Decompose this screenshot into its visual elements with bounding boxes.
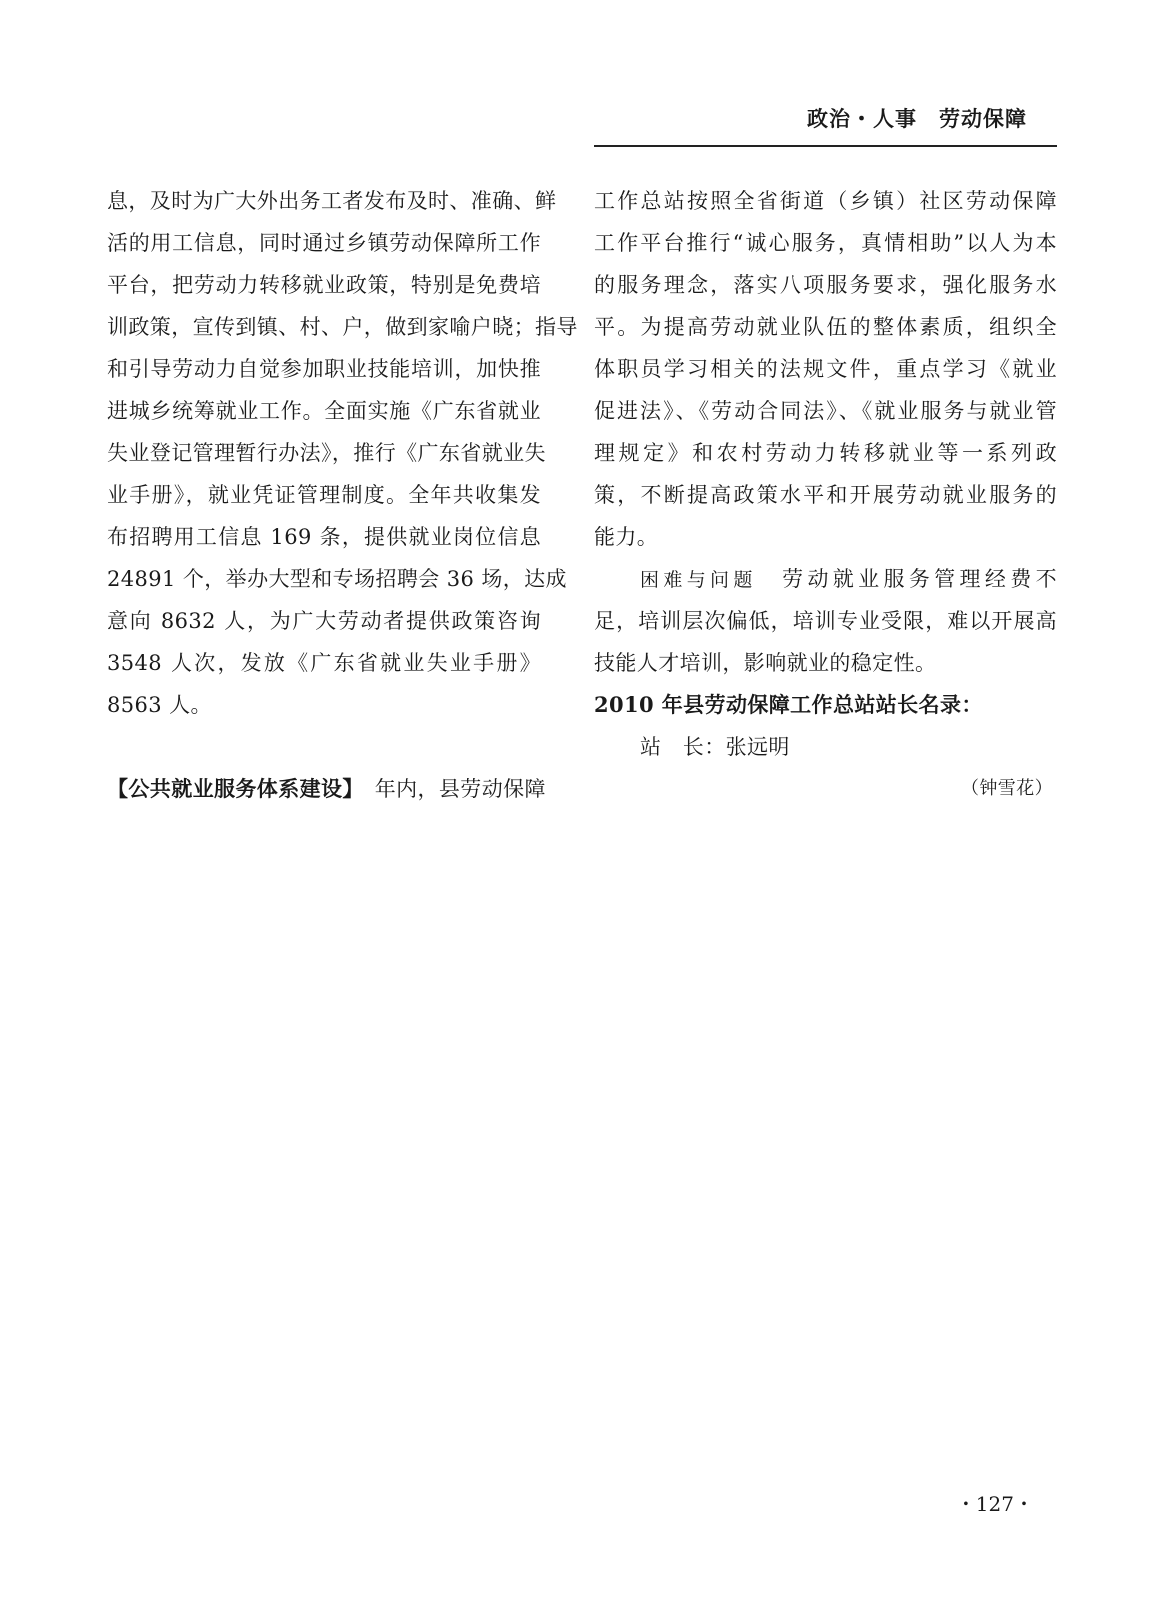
body-line: 和引导劳动力自觉参加职业技能培训，加快推	[107, 357, 541, 381]
body-line: 的服务理念，落实八项服务要求，强化服务水	[594, 273, 1057, 297]
left-column	[107, 180, 578, 810]
section-heading-tail: 年内，县劳动保障	[353, 777, 546, 801]
body-line: 体职员学习相关的法规文件，重点学习《就业	[594, 357, 1057, 381]
body-line: 平台，把劳动力转移就业政策，特别是免费培	[107, 273, 541, 297]
body-line: 平。为提高劳动就业队伍的整体素质，组织全	[594, 315, 1057, 339]
body-line: 进城乡统筹就业工作。全面实施《广东省就业	[107, 399, 541, 423]
section-heading-line	[107, 768, 546, 810]
body-line: 训政策，宣传到镇、村、户，做到家喻户晓；指导	[107, 315, 578, 339]
body-line: 策，不断提高政策水平和开展劳动就业服务的	[594, 483, 1057, 507]
body-line: 布招聘用工信息 169 条，提供就业岗位信息	[107, 525, 541, 549]
body-line: 3548 人次，发放《广东省就业失业手册》	[107, 651, 541, 675]
difficulty-line	[594, 558, 1057, 600]
difficulty-text: 劳动就业服务管理经费不	[756, 567, 1057, 591]
paragraph-gap	[107, 726, 541, 768]
difficulty-label: 困难与问题	[640, 569, 757, 591]
body-line: 技能人才培训，影响就业的稳定性。	[594, 651, 937, 675]
body-line: 息，及时为广大外出务工者发布及时、准确、鲜	[107, 189, 557, 213]
author-credit: （钟雪花）	[961, 778, 1053, 799]
body-line: 业手册》，就业凭证管理制度。全年共收集发	[107, 483, 541, 507]
body-line: 意向 8632 人，为广大劳动者提供政策咨询	[107, 609, 541, 633]
body-line: 促进法》、《劳动合同法》、《就业服务与就业管	[594, 399, 1057, 423]
body-line: 工作平台推行“诚心服务，真情相助”以人为本	[594, 231, 1057, 255]
body-line: 失业登记管理暂行办法》，推行《广东省就业失	[107, 441, 546, 465]
roster-entry: 站 长：张远明	[640, 735, 790, 759]
running-header: 政治・人事 劳动保障	[807, 106, 1027, 131]
body-line: 8563 人。	[107, 693, 212, 717]
body-line: 工作总站按照全省街道（乡镇）社区劳动保障	[594, 189, 1057, 213]
page-number: ・127・	[955, 1492, 1034, 1516]
body-line: 足，培训层次偏低，培训专业受限，难以开展高	[594, 609, 1057, 633]
body-line: 活的用工信息，同时通过乡镇劳动保障所工作	[107, 231, 541, 255]
section-heading: 【公共就业服务体系建设】	[107, 776, 354, 801]
body-line: 能力。	[594, 525, 659, 549]
header-rule	[594, 145, 1057, 147]
right-column	[594, 180, 1057, 810]
roster-title: 2010 年县劳动保障工作总站站长名录：	[594, 692, 983, 717]
body-line: 理规定》和农村劳动力转移就业等一系列政	[594, 441, 1057, 465]
body-line: 24891 个，举办大型和专场招聘会 36 场，达成	[107, 567, 567, 591]
